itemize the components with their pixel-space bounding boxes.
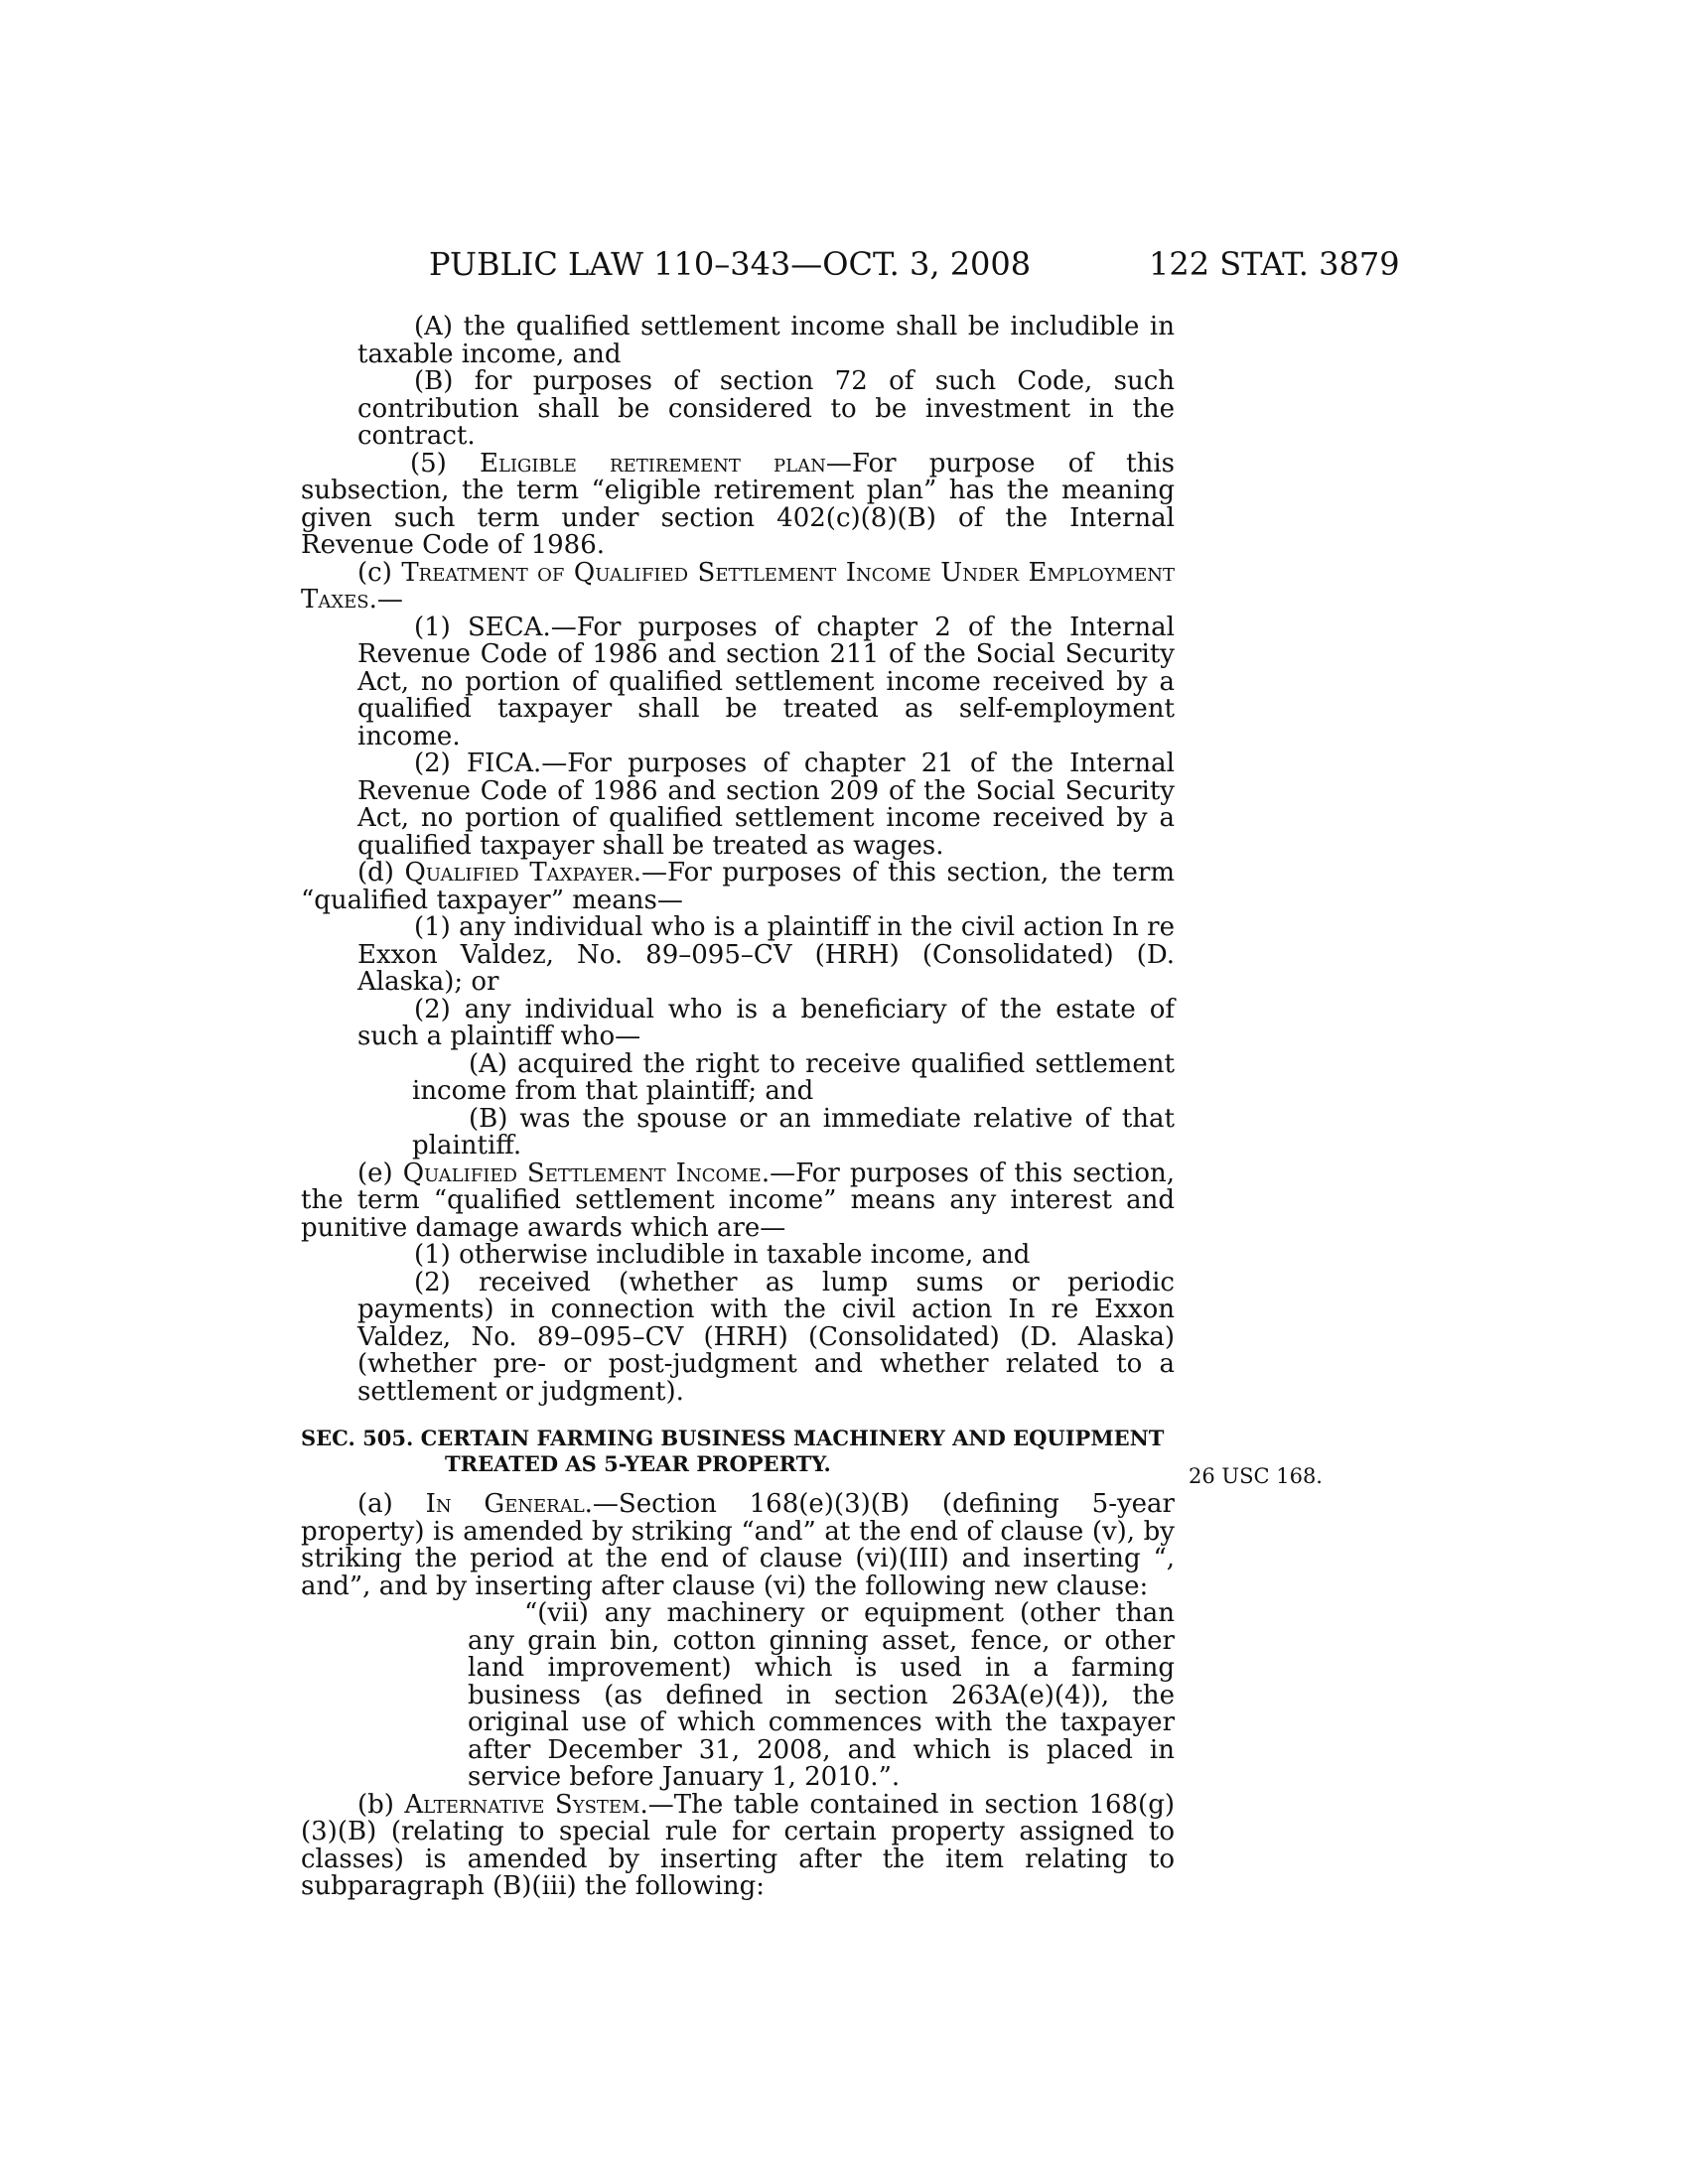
page-body — [301, 314, 1175, 1901]
subsection-e: (e) Qualified Settlement Income.—For purposes of this section, the term “qualified settlement income” means any interest and punitive damage awards which are— — [301, 1158, 1175, 1243]
subsection-d-heading: Qualified Taxpayer — [404, 858, 633, 887]
subsection-a-heading: In General — [425, 1489, 585, 1519]
section-heading-line-1: SEC. 505. CERTAIN FARMING BUSINESS MACHINERY AND EQUIPMENT — [301, 1426, 1165, 1450]
statute-page-number: 122 STAT. 3879 — [1149, 245, 1400, 283]
clause-b-investment: (B) for purposes of section 72 of such Code, such contribution shall be considered to be investment in the contract. — [357, 366, 1175, 451]
subsection-a: (a) In General.—Section 168(e)(3)(B) (defining 5-year property) is amended by striking “and” at the end of clause (v), by striking the period at the end of clause (vi)(III) and inserting “, and”, and by inserting after clause (vi) the following new clause: — [301, 1489, 1175, 1601]
subsection-c-heading: Treatment of Qualified Settlement Income Under Employment Taxes — [301, 557, 1175, 614]
paragraph-5-text: —For purpose of this subsection, the term “eligible retirement plan” has the meaning given such term under section 402(c)(8)(B) of the Internal Revenue Code of 1986. — [301, 448, 1175, 560]
paragraph-d2b: (B) was the spouse or an immediate relative of that plaintiff. — [412, 1103, 1175, 1160]
subsection-b-heading: Alternative System — [404, 1789, 640, 1820]
paragraph-5-heading: Eligible retirement plan — [480, 448, 826, 478]
paragraph-d1: (1) any individual who is a plaintiff in the civil action In re Exxon Valdez, No. 89–095–CV (HRH) (Consolidated) (D. Alaska); or — [357, 912, 1175, 997]
paragraph-c1-seca: (1) SECA.—For purposes of chapter 2 of the Internal Revenue Code of 1986 and section 211 of the Social Security Act, no portion of qualified settlement income received by a qualified taxpayer shall be treated as self-employment income. — [357, 612, 1175, 751]
subsection-c-text: .— — [368, 585, 403, 614]
subsection-a-text: .—Section 168(e)(3)(B) (defining 5-year property) is amended by striking “and” at the end of clause (v), by striking the period at the end of clause (vi)(III) and inserting “, and”, and by inserting after clause (vi) the following new clause: — [301, 1489, 1175, 1601]
section-heading-line-2: TREATED AS 5-YEAR PROPERTY. — [445, 1451, 831, 1476]
clause-a-includible: (A) the qualified settlement income shall be includible in taxable income, and — [357, 312, 1175, 369]
subsection-d-text: .—For purposes of this section, the term “qualified taxpayer” means— — [301, 858, 1175, 915]
margin-citation: 26 USC 168. — [1189, 1464, 1323, 1488]
subsection-d: (d) Qualified Taxpayer.—For purposes of this section, the term “qualified taxpayer” means— — [301, 858, 1175, 915]
subsection-b-text: .—The table contained in section 168(g)(3)(B) (relating to special rule for certain property assigned to classes) is amended by inserting after the item relating to subparagraph (B)(iii) the following: — [301, 1789, 1175, 1901]
paragraph-e1: (1) otherwise includible in taxable income, and — [414, 1240, 1031, 1270]
paragraph-d2: (2) any individual who is a beneficiary of the estate of such a plaintiff who— — [357, 994, 1175, 1051]
paragraph-5-eligible-plan: (5) Eligible retirement plan—For purpose of this subsection, the term “eligible retirement plan” has the meaning given such term under section 402(c)(8)(B) of the Internal Revenue Code of 1986. — [301, 448, 1175, 560]
subsection-b: (b) Alternative System.—The table contained in section 168(g)(3)(B) (relating to special rule for certain property assigned to classes) is amended by inserting after the item relating to subparagraph (B)(iii) the following: — [301, 1789, 1175, 1901]
paragraph-d2a: (A) acquired the right to receive qualified settlement income from that plaintiff; and — [412, 1048, 1175, 1106]
new-clause-vii: “(vii) any machinery or equipment (other than any grain bin, cotton ginning asset, fence, or other land improvement) which is used in a farming business (as defined in section 263A(e)(4)), the original use of which commences with the taxpayer after December 31, 2008, and which is placed in service before January 1, 2010.”. — [468, 1598, 1175, 1792]
paragraph-c2-fica: (2) FICA.—For purposes of chapter 21 of the Internal Revenue Code of 1986 and section 209 of the Social Security Act, no portion of qualified settlement income received by a qualified taxpayer shall be treated as wages. — [357, 749, 1175, 861]
paragraph-e2: (2) received (whether as lump sums or periodic payments) in connection with the civil action In re Exxon Valdez, No. 89–095–CV (HRH) (Consolidated) (D. Alaska) (whether pre- or post-judgment and whether related to a settlement or judgment). — [357, 1267, 1175, 1407]
section-505-heading — [301, 1426, 1175, 1477]
subsection-e-heading: Qualified Settlement Income — [402, 1158, 762, 1188]
subsection-e-text: .—For purposes of this section, the term “qualified settlement income” means any interest and punitive damage awards which are— — [301, 1158, 1175, 1243]
subsection-c: (c) Treatment of Qualified Settlement Income Under Employment Taxes.— — [301, 557, 1175, 614]
running-header-title: PUBLIC LAW 110–343—OCT. 3, 2008 — [429, 245, 1032, 283]
